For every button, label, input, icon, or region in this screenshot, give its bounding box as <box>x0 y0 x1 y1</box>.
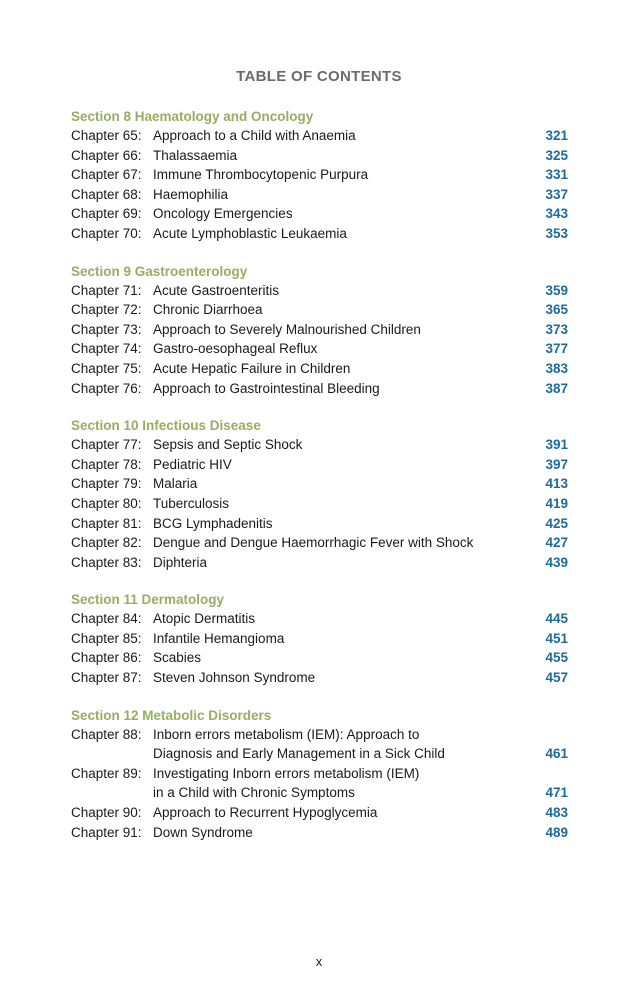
page-ref: 419 <box>545 495 568 511</box>
toc-entry[interactable] <box>71 744 568 764</box>
toc-entry[interactable] <box>71 609 568 629</box>
page-ref: 373 <box>545 321 568 337</box>
chapter-title: Malaria <box>153 476 198 492</box>
section-title: Section 9 Gastroenterology <box>71 263 248 279</box>
toc-entry[interactable] <box>71 320 568 340</box>
chapter-title: Inborn errors metabolism (IEM): Approach to <box>153 726 420 742</box>
toc-entry[interactable] <box>71 224 568 244</box>
chapter-number: Chapter 86: <box>71 650 142 666</box>
chapter-number: Chapter 78: <box>71 456 142 472</box>
chapter-number: Chapter 68: <box>71 186 142 202</box>
chapter-number: Chapter 77: <box>71 437 142 453</box>
chapter-title: Chronic Diarrhoea <box>153 302 263 318</box>
page-ref: 353 <box>545 225 568 241</box>
toc-entry[interactable] <box>71 668 568 688</box>
chapter-number: Chapter 72: <box>71 302 142 318</box>
chapter-number: Chapter 89: <box>71 765 142 781</box>
page-ref: 397 <box>545 456 568 472</box>
page-ref: 461 <box>545 746 568 762</box>
chapter-title: Approach to Recurrent Hypoglycemia <box>153 805 378 821</box>
chapter-number: Chapter 76: <box>71 380 142 396</box>
page-ref: 413 <box>545 476 568 492</box>
toc-entry[interactable] <box>71 494 568 514</box>
chapter-title: Investigating Inborn errors metabolism (IEM) <box>153 765 420 781</box>
page-ref: 331 <box>545 167 568 183</box>
page-number: x <box>315 954 323 969</box>
chapter-number: Chapter 87: <box>71 670 142 686</box>
chapter-number: Chapter 67: <box>71 167 142 183</box>
chapter-title: Steven Johnson Syndrome <box>153 670 316 686</box>
chapter-title: Approach to Severely Malnourished Children <box>153 321 421 337</box>
page-ref: 387 <box>545 380 568 396</box>
toc-entry[interactable] <box>71 146 568 166</box>
chapter-number: Chapter 69: <box>71 206 142 222</box>
page-ref: 427 <box>545 535 568 551</box>
toc-section <box>71 416 568 572</box>
page-ref: 359 <box>545 282 568 298</box>
chapter-title: Oncology Emergencies <box>153 206 293 222</box>
chapter-number: Chapter 71: <box>71 282 142 298</box>
toc-entry[interactable] <box>71 281 568 301</box>
chapter-number: Chapter 79: <box>71 476 142 492</box>
toc-entry[interactable] <box>71 300 568 320</box>
toc-entry[interactable] <box>71 474 568 494</box>
toc-entry[interactable] <box>71 764 568 784</box>
chapter-number: Chapter 83: <box>71 554 142 570</box>
chapter-number: Chapter 85: <box>71 630 142 646</box>
chapter-title: Tuberculosis <box>153 495 230 511</box>
toc-entry[interactable] <box>71 435 568 455</box>
chapter-title: Dengue and Dengue Haemorrhagic Fever with Shock <box>153 535 474 551</box>
toc-entry[interactable] <box>71 455 568 475</box>
chapter-number: Chapter 88: <box>71 726 142 742</box>
chapter-title: Diphteria <box>153 554 208 570</box>
toc-entry[interactable] <box>71 648 568 668</box>
chapter-title: BCG Lymphadenitis <box>153 515 273 531</box>
chapter-title: Scabies <box>153 650 202 666</box>
chapter-number: Chapter 65: <box>71 128 142 143</box>
page-ref: 337 <box>545 186 568 202</box>
toc-entry[interactable] <box>71 783 568 803</box>
chapter-number: Chapter 81: <box>71 515 142 531</box>
toc-entry[interactable] <box>71 823 568 843</box>
toc-entry[interactable] <box>71 165 568 185</box>
section-title: Section 10 Infectious Disease <box>71 418 261 434</box>
toc-entry[interactable] <box>71 803 568 823</box>
chapter-number: Chapter 74: <box>71 341 142 357</box>
toc-section <box>71 590 568 687</box>
toc-entry[interactable] <box>71 629 568 649</box>
chapter-title: Acute Lymphoblastic Leukaemia <box>153 225 347 241</box>
chapter-title: Gastro-oesophageal Reflux <box>153 341 318 357</box>
chapter-number: Chapter 75: <box>71 360 142 376</box>
chapter-title: Diagnosis and Early Management in a Sick Child <box>153 746 445 762</box>
page-ref: 445 <box>545 611 568 627</box>
toc-entry[interactable] <box>71 553 568 573</box>
page-ref: 483 <box>545 805 568 821</box>
page-ref: 391 <box>545 437 568 453</box>
toc-entry[interactable] <box>71 514 568 534</box>
toc-entry[interactable] <box>71 185 568 205</box>
page-ref: 451 <box>545 630 568 646</box>
page-ref: 439 <box>545 554 568 570</box>
page-ref: 489 <box>545 824 568 840</box>
toc-entry[interactable] <box>71 725 568 745</box>
chapter-title: Immune Thrombocytopenic Purpura <box>153 167 369 183</box>
chapter-title: Down Syndrome <box>153 824 253 840</box>
toc-entry[interactable] <box>71 359 568 379</box>
chapter-number: Chapter 66: <box>71 147 142 163</box>
chapter-title: in a Child with Chronic Symptoms <box>153 785 355 801</box>
chapter-number: Chapter 84: <box>71 611 142 627</box>
chapter-title: Pediatric HIV <box>153 456 232 472</box>
toc-entry[interactable] <box>71 204 568 224</box>
page-ref: 365 <box>545 302 568 318</box>
toc-section <box>71 706 568 843</box>
toc-entry[interactable] <box>71 339 568 359</box>
chapter-title: Approach to a Child with Anaemia <box>153 128 356 143</box>
chapter-title: Haemophilia <box>153 186 229 202</box>
page-ref: 321 <box>545 128 568 143</box>
page-ref: 343 <box>545 206 568 222</box>
chapter-title: Infantile Hemangioma <box>153 630 285 646</box>
chapter-number: Chapter 70: <box>71 225 142 241</box>
page-ref: 325 <box>545 147 568 163</box>
toc-entry[interactable] <box>71 379 568 399</box>
section-title: Section 12 Metabolic Disorders <box>71 707 272 723</box>
chapter-number: Chapter 91: <box>71 824 142 840</box>
page-ref: 383 <box>545 360 568 376</box>
page-ref: 425 <box>545 515 568 531</box>
section-title: Section 11 Dermatology <box>71 592 225 608</box>
page-ref: 471 <box>545 785 568 801</box>
chapter-title: Acute Hepatic Failure in Children <box>153 360 351 376</box>
chapter-title: Atopic Dermatitis <box>153 611 256 627</box>
chapter-number <box>71 783 153 803</box>
table-of-contents <box>71 107 568 860</box>
toc-section <box>71 107 568 244</box>
chapter-number: Chapter 80: <box>71 495 142 511</box>
page-ref: 377 <box>545 341 568 357</box>
chapter-number: Chapter 90: <box>71 805 142 821</box>
page-ref: 455 <box>545 650 568 666</box>
chapter-title: Approach to Gastrointestinal Bleeding <box>153 380 380 396</box>
section-title: Section 8 Haematology and Oncology <box>71 109 314 124</box>
toc-section <box>71 262 568 399</box>
chapter-number: Chapter 82: <box>71 535 142 551</box>
chapter-title: Acute Gastroenteritis <box>153 282 280 298</box>
chapter-title: Sepsis and Septic Shock <box>153 437 303 453</box>
chapter-number <box>71 744 153 764</box>
chapter-number: Chapter 73: <box>71 321 142 337</box>
toc-entry[interactable] <box>71 126 568 146</box>
toc-entry[interactable] <box>71 533 568 553</box>
page-title: TABLE OF CONTENTS <box>236 68 402 85</box>
chapter-title: Thalassaemia <box>153 147 238 163</box>
page-ref: 457 <box>545 670 568 686</box>
